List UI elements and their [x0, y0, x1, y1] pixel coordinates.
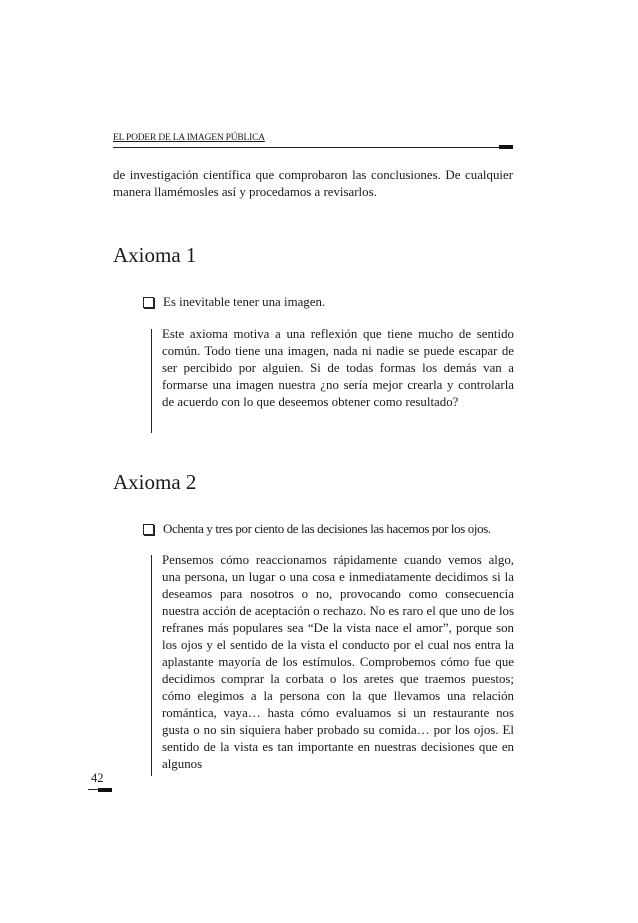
intro-paragraph: de investigación científica que comprobaron las conclusiones. De cualquier manera llamémosles así y procedamos a revisarlos. [113, 168, 513, 199]
checkbox-bullet-icon [143, 297, 154, 308]
bullet-axioma-2 [142, 521, 491, 537]
footer-rule-block [98, 788, 112, 792]
checkbox-bullet-icon [143, 524, 154, 535]
quote-rule [151, 555, 152, 776]
axioma-2-body: Pensemos cómo reaccionamos rápidamente cuando vemos algo, una persona, un lugar o una cosa e inmediatamente decidimos si la deseamos para nosotros o no, provocando como consecuencia nuestra acción de aceptación o rechazo. No es raro el que uno de los refranes más populares sea “De la vista nace el amor”, porque son los ojos y el sentido de la vista el conducto por el cual nos entra la aplastante mayoría de los estímulos. Comprobemos cómo fue que decidimos comprar la corbata o los aretes que traemos puestos; cómo elegimos a la persona con la que llevamos una relación romántica, vaya… hasta cómo evaluamos si un restaurante nos gusta o no sin siquiera haber probado su comida… por los ojos. El sentido de la vista es tan importante en nuestras decisiones que en algunos [162, 553, 514, 771]
header-rule-block [499, 145, 513, 149]
page-number: 42 [91, 771, 104, 785]
running-header [113, 133, 513, 148]
bullet-text: Es inevitable tener una imagen. [163, 295, 326, 309]
running-title: EL PODER DE LA IMAGEN PÚBLICA [113, 133, 265, 143]
quote-rule [151, 329, 152, 433]
section-heading-axioma-2: Axioma 2 [113, 470, 197, 494]
axioma-1-body: Este axioma motiva a una reflexión que tiene mucho de sentido común. Todo tiene una imagen, nada ni nadie se puede escapar de ser percibido por alguien. Si de todas formas los demás van a formarse una imagen nuestra ¿no sería mejor crearla y controlarla de acuerdo con lo que deseemos obtener como resultado? [162, 327, 514, 409]
bullet-text: Ochenta y tres por ciento de las decisiones las hacemos por los ojos. [163, 522, 491, 536]
bullet-axioma-1 [142, 294, 325, 310]
section-heading-axioma-1: Axioma 1 [113, 243, 197, 267]
